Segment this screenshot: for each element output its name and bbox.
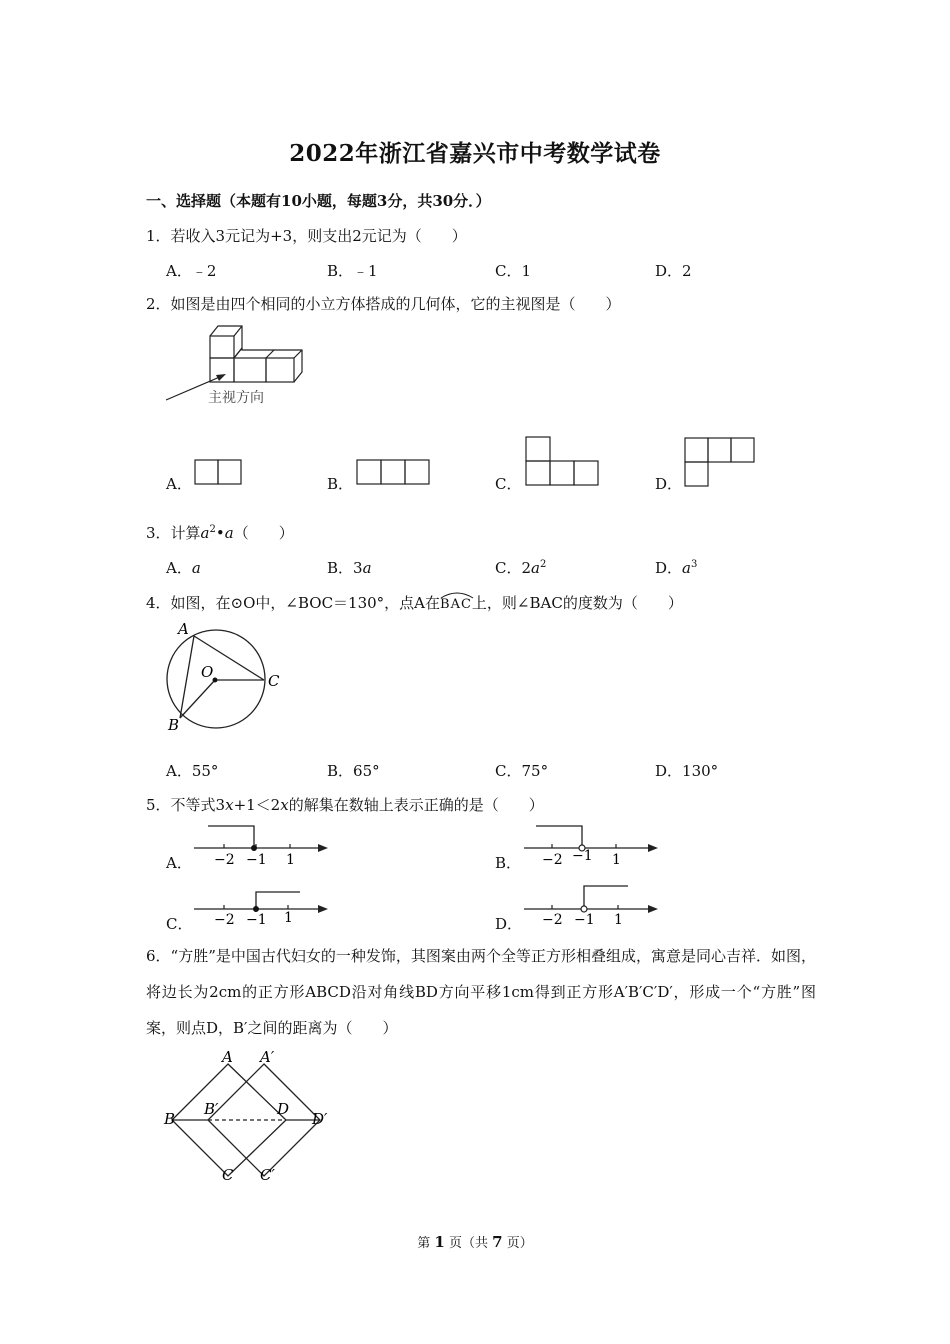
question-2-stem: 2．如图是由四个相同的小立方体搭成的几何体，它的主视图是（ ） <box>146 295 621 313</box>
q1-option-d: D．2 <box>655 262 692 280</box>
label-b-prime: B′ <box>204 1100 219 1118</box>
tick-label-neg2: −2 <box>542 852 563 868</box>
q1-option-c: C．1 <box>495 262 532 280</box>
q5-option-d: D． <box>495 915 523 933</box>
q2-option-d: D． <box>655 475 683 493</box>
q3-option-a: A．a <box>166 559 201 577</box>
label-c: C <box>268 672 280 690</box>
q2-option-d-figure <box>684 437 758 489</box>
tick-label-1: 1 <box>612 852 621 868</box>
q4-option-d: D．130° <box>655 762 719 780</box>
q3-option-c: C．$2a^2$ <box>495 559 547 577</box>
q5-option-b: B． <box>495 854 522 872</box>
label-c: C <box>222 1166 234 1184</box>
label-b: B <box>164 1110 176 1128</box>
q2-option-b: B． <box>327 475 354 493</box>
tick-label-neg2: −2 <box>214 912 235 928</box>
q3-option-b: B．3a <box>327 559 372 577</box>
section-heading: 一、选择题（本题有10小题，每题3分，共30分．） <box>146 192 491 210</box>
q2-option-b-figure <box>356 459 431 487</box>
tick-label-1: 1 <box>284 910 293 926</box>
label-b: B <box>168 716 180 734</box>
q2-option-a-figure <box>194 459 244 487</box>
tick-label-neg1: −1 <box>572 848 593 864</box>
q1-option-b: B．﹣1 <box>327 262 378 280</box>
label-a-prime: A′ <box>260 1048 275 1066</box>
label-c-prime: C′ <box>260 1166 275 1184</box>
tick-label-neg1: −1 <box>574 912 595 928</box>
tick-label-neg1: −1 <box>246 852 267 868</box>
cube-figure <box>160 320 310 410</box>
q5-number-line-d <box>524 884 664 934</box>
q5-option-c: C． <box>166 915 193 933</box>
tick-label-neg1: −1 <box>246 912 267 928</box>
q5-option-a: A． <box>166 854 192 872</box>
label-a: A <box>222 1048 233 1066</box>
tick-label-1: 1 <box>286 852 295 868</box>
label-d-prime: D′ <box>312 1110 328 1128</box>
q2-option-c-figure <box>525 436 601 488</box>
page-title: 2022年浙江省嘉兴市中考数学试卷 <box>289 140 661 167</box>
circle-figure <box>160 620 290 740</box>
tick-label-neg2: −2 <box>214 852 235 868</box>
q4-option-a: A．55° <box>166 762 219 780</box>
label-d: D <box>277 1100 290 1118</box>
tick-label-1: 1 <box>614 912 623 928</box>
q5-number-line-c <box>194 884 334 934</box>
question-6-text: 6．“方胜”是中国古代妇女的一种发饰，其图案由两个全等正方形相叠组成，寓意是同心吉祥．如图，将边长为2cm的正方形ABCD沿对角线BD方向平移1cm得到正方形A′B′C′D′，形成一个“方胜”图案，则点D，B′之间的距离为（ ） <box>146 947 816 1037</box>
q5-number-line-b <box>524 822 664 872</box>
page-footer: 第 1 页（共 7 页） <box>417 1233 533 1251</box>
q4-option-b: B．65° <box>327 762 380 780</box>
question-4-stem: 4．如图，在⊙O中，∠BOC＝130°，点A在 BAC上，则∠BAC的度数为（ ） <box>146 594 683 612</box>
q5-number-line-a <box>194 822 334 872</box>
fangsheng-figure <box>160 1050 340 1190</box>
q1-option-a: A．﹣2 <box>166 262 217 280</box>
view-direction-label: 主视方向 <box>208 390 264 406</box>
q2-option-a: A． <box>166 475 192 493</box>
question-5-stem: 5．不等式3x+1＜2x的解集在数轴上表示正确的是（ ） <box>146 796 544 814</box>
q2-option-c: C． <box>495 475 522 493</box>
q4-option-c: C．75° <box>495 762 549 780</box>
tick-label-neg2: −2 <box>542 912 563 928</box>
label-o: O <box>201 663 214 681</box>
q3-option-d: D．$a^3$ <box>655 559 698 577</box>
question-3-stem: 3．计算$a^2•a$（ ） <box>146 524 294 542</box>
arc-bac-label: BAC <box>440 594 472 612</box>
label-a: A <box>178 620 189 638</box>
question-1-stem: 1．若收入3元记为+3，则支出2元记为（ ） <box>146 227 467 245</box>
